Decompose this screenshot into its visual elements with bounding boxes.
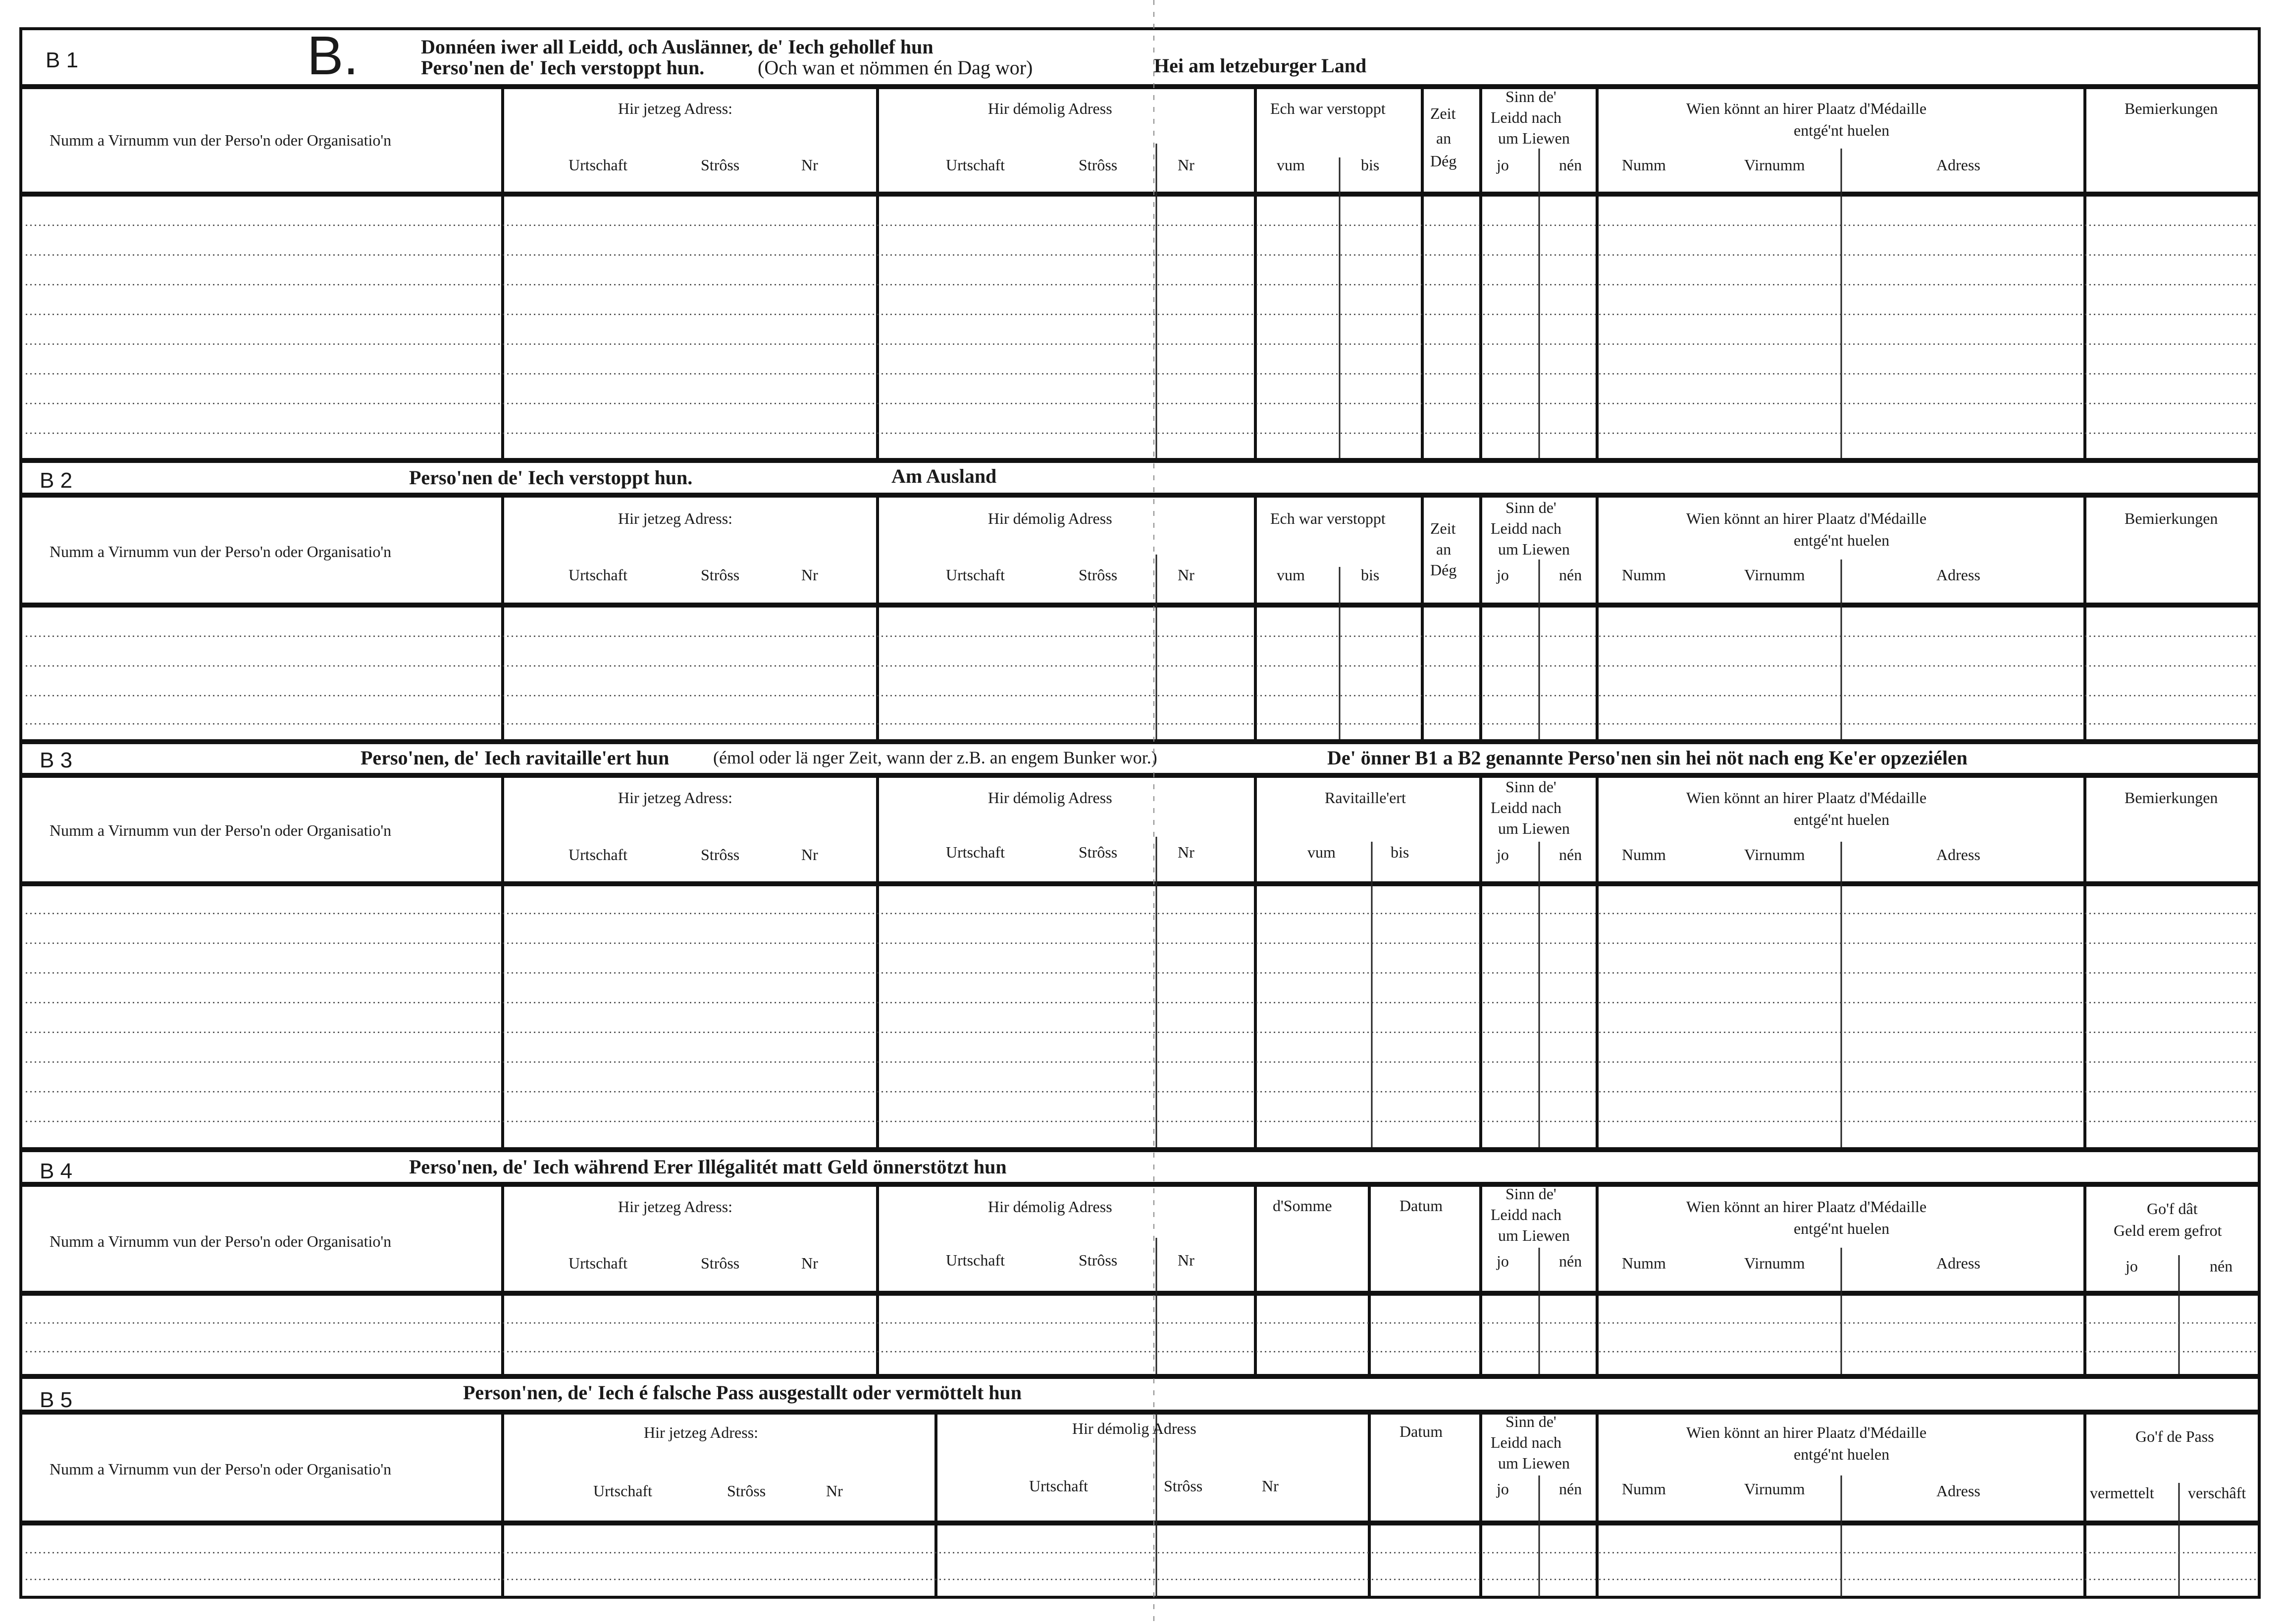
col-town: Urtschaft <box>569 566 628 584</box>
col-remarks: Bemierkungen <box>2125 100 2218 117</box>
col-days-3: Dég <box>1430 561 1457 579</box>
col-town-2: Urtschaft <box>946 843 1005 861</box>
col-days-3: Dég <box>1430 152 1457 170</box>
header-line-2-bold: Perso'nen de' Iech verstoppt hun. <box>421 56 705 79</box>
col-survived-1: Sinn de' <box>1505 1185 1556 1203</box>
col-hidden: Ech war verstoppt <box>1270 509 1386 527</box>
col-yes: jo <box>1497 846 1509 863</box>
col-nr-2: Nr <box>1262 1477 1279 1495</box>
col-no: nén <box>1559 156 1582 174</box>
col-money-yes: jo <box>2126 1257 2138 1275</box>
col-surname: Numm <box>1622 1254 1666 1272</box>
col-name: Numm a Virnumm vun der Perso'n oder Organisatio'n <box>50 1232 392 1250</box>
col-current-address: Hir jetzeg Adress: <box>644 1423 759 1441</box>
col-town-2: Urtschaft <box>946 1251 1005 1269</box>
col-remarks: Bemierkungen <box>2125 789 2218 807</box>
col-current-address: Hir jetzeg Adress: <box>618 100 733 117</box>
col-street: Strôss <box>701 846 740 863</box>
col-from: vum <box>1277 156 1305 174</box>
col-medal-1: Wien könnt an hirer Plaatz d'Médaille <box>1686 789 1927 807</box>
col-money-no: nén <box>2210 1257 2233 1275</box>
form-border <box>21 29 2259 1597</box>
section-b1 <box>21 25 2259 460</box>
section-title: Perso'nen, de' Iech ravitaille'ert hun <box>361 747 670 769</box>
section-code: B 3 <box>40 748 73 772</box>
col-medal-1: Wien könnt an hirer Plaatz d'Médaille <box>1686 509 1927 527</box>
b2-rows <box>26 636 2256 724</box>
col-nr-2: Nr <box>1178 156 1194 174</box>
col-nr-2: Nr <box>1178 843 1194 861</box>
col-former-address: Hir démolig Adress <box>988 509 1112 527</box>
col-street: Strôss <box>727 1482 766 1500</box>
col-town: Urtschaft <box>569 156 628 174</box>
section-title-plain: (émol oder lä nger Zeit, wann der z.B. an engem Bunker wor.) <box>713 748 1157 767</box>
col-arranged: vermettelt <box>2090 1484 2154 1502</box>
col-street: Strôss <box>701 566 740 584</box>
col-days-2: an <box>1436 129 1452 147</box>
col-supplied: Ravitaille'ert <box>1325 789 1406 807</box>
section-code: B 5 <box>40 1388 73 1412</box>
col-name: Numm a Virnumm vun der Perso'n oder Organisatio'n <box>50 1460 392 1478</box>
col-address: Adress <box>1936 1254 1980 1272</box>
col-street-2: Strôss <box>1079 566 1118 584</box>
col-medal-2: entgé'nt huelen <box>1794 1445 1890 1463</box>
col-survived-2: Leidd nach <box>1491 799 1562 816</box>
section-b3 <box>21 742 2259 1150</box>
col-firstname: Virnumm <box>1744 1254 1805 1272</box>
col-survived-1: Sinn de' <box>1505 778 1556 796</box>
col-days-2: an <box>1436 540 1452 558</box>
col-street-2: Strôss <box>1079 1251 1118 1269</box>
col-days-1: Zeit <box>1430 104 1456 122</box>
col-firstname: Virnumm <box>1744 566 1805 584</box>
col-surname: Numm <box>1622 846 1666 863</box>
section-title: Person'nen, de' Iech é falsche Pass ausgestallt oder vermöttelt hun <box>463 1381 1022 1404</box>
col-former-address: Hir démolig Adress <box>988 100 1112 117</box>
col-name: Numm a Virnumm vun der Perso'n oder Organisatio'n <box>50 821 392 839</box>
section-code: B 4 <box>40 1159 73 1183</box>
col-firstname: Virnumm <box>1744 846 1805 863</box>
col-town: Urtschaft <box>569 846 628 863</box>
col-medal-2: entgé'nt huelen <box>1794 811 1890 828</box>
col-nr: Nr <box>801 846 818 863</box>
col-current-address: Hir jetzeg Adress: <box>618 789 733 807</box>
b5-rows <box>26 1553 2256 1579</box>
col-surname: Numm <box>1622 566 1666 584</box>
col-medal-1: Wien könnt an hirer Plaatz d'Médaille <box>1686 1198 1927 1216</box>
col-no: nén <box>1559 846 1582 863</box>
col-nr: Nr <box>801 1254 818 1272</box>
section-b4 <box>21 1150 2259 1376</box>
col-nr: Nr <box>801 566 818 584</box>
col-hidden: Ech war verstoppt <box>1270 100 1386 117</box>
col-survived-2: Leidd nach <box>1491 1206 1562 1223</box>
col-no: nén <box>1559 1480 1582 1498</box>
col-medal-2: entgé'nt huelen <box>1794 121 1890 139</box>
col-yes: jo <box>1497 1480 1509 1498</box>
b1-rows <box>26 225 2256 433</box>
col-medal-2: entgé'nt huelen <box>1794 531 1890 549</box>
section-b2 <box>21 460 2259 742</box>
col-street: Strôss <box>701 156 740 174</box>
col-town-2: Urtschaft <box>1029 1477 1089 1495</box>
col-surname: Numm <box>1622 1480 1666 1498</box>
col-to: bis <box>1391 843 1409 861</box>
header-line-1: Donnéen iwer all Leidd, och Auslänner, de' Iech gehollef hun <box>421 36 934 58</box>
col-survived-3: um Liewen <box>1498 540 1570 558</box>
col-address: Adress <box>1936 156 1980 174</box>
col-nr: Nr <box>801 156 818 174</box>
col-days-1: Zeit <box>1430 519 1456 537</box>
col-surname: Numm <box>1622 156 1666 174</box>
col-survived-1: Sinn de' <box>1505 88 1556 105</box>
col-address: Adress <box>1936 566 1980 584</box>
section-letter: B. <box>307 25 359 86</box>
col-street: Strôss <box>701 1254 740 1272</box>
col-survived-1: Sinn de' <box>1505 1413 1556 1430</box>
col-town-2: Urtschaft <box>946 566 1005 584</box>
col-address: Adress <box>1936 846 1980 863</box>
col-from: vum <box>1277 566 1305 584</box>
section-code: B 2 <box>40 468 73 493</box>
col-survived-2: Leidd nach <box>1491 519 1562 537</box>
col-to: bis <box>1361 156 1380 174</box>
col-no: nén <box>1559 1252 1582 1270</box>
col-nr: Nr <box>826 1482 843 1500</box>
col-nr-2: Nr <box>1178 1251 1194 1269</box>
col-former-address: Hir démolig Adress <box>988 1198 1112 1216</box>
col-medal-1: Wien könnt an hirer Plaatz d'Médaille <box>1686 1423 1927 1441</box>
col-street-2: Strôss <box>1164 1477 1203 1495</box>
col-survived-2: Leidd nach <box>1491 1433 1562 1451</box>
b4-rows <box>26 1323 2256 1352</box>
b3-rows <box>26 914 2256 1121</box>
col-current-address: Hir jetzeg Adress: <box>618 509 733 527</box>
col-money-1: Go'f dât <box>2147 1200 2198 1218</box>
col-no: nén <box>1559 566 1582 584</box>
col-firstname: Virnumm <box>1744 1480 1805 1498</box>
col-medal-1: Wien könnt an hirer Plaatz d'Médaille <box>1686 100 1927 117</box>
col-pass: Go'f de Pass <box>2135 1427 2214 1445</box>
col-procured: verschâft <box>2188 1484 2246 1502</box>
col-town: Urtschaft <box>569 1254 628 1272</box>
col-survived-3: um Liewen <box>1498 129 1570 147</box>
section-b5 <box>21 1376 2259 1597</box>
col-yes: jo <box>1497 1252 1509 1270</box>
col-date: Datum <box>1400 1422 1443 1440</box>
col-address: Adress <box>1936 1482 1980 1500</box>
col-name: Numm a Virnumm vun der Perso'n oder Organisatio'n <box>50 131 392 149</box>
col-survived-2: Leidd nach <box>1491 108 1562 126</box>
section-title: Perso'nen, de' Iech während Erer Illégalitét matt Geld önnerstötzt hun <box>409 1156 1007 1178</box>
col-survived-3: um Liewen <box>1498 1454 1570 1472</box>
col-current-address: Hir jetzeg Adress: <box>618 1198 733 1216</box>
col-sum: d'Somme <box>1273 1197 1332 1215</box>
col-street-2: Strôss <box>1079 156 1118 174</box>
col-nr-2: Nr <box>1178 566 1194 584</box>
col-from: vum <box>1307 843 1336 861</box>
col-yes: jo <box>1497 566 1509 584</box>
col-former-address: Hir démolig Adress <box>988 789 1112 807</box>
header-line-2-plain: (Och wan et nömmen én Dag wor) <box>758 56 1033 79</box>
col-firstname: Virnumm <box>1744 156 1805 174</box>
col-medal-2: entgé'nt huelen <box>1794 1219 1890 1237</box>
col-street-2: Strôss <box>1079 843 1118 861</box>
col-remarks: Bemierkungen <box>2125 509 2218 527</box>
section-code: B 1 <box>46 48 79 72</box>
col-survived-1: Sinn de' <box>1505 499 1556 516</box>
header-line-2-tail: Hei am letzeburger Land <box>1154 54 1367 77</box>
col-name: Numm a Virnumm vun der Perso'n oder Organisatio'n <box>50 543 392 560</box>
col-money-2: Geld erem gefrot <box>2114 1221 2222 1239</box>
col-survived-3: um Liewen <box>1498 1226 1570 1244</box>
section-title-tail: De' önner B1 a B2 genannte Perso'nen sin hei nöt nach eng Ke'er opzeziélen <box>1327 747 1968 769</box>
col-date: Datum <box>1400 1197 1443 1215</box>
col-town: Urtschaft <box>593 1482 653 1500</box>
col-yes: jo <box>1497 156 1509 174</box>
section-title-tail: Am Ausland <box>891 465 997 487</box>
col-survived-3: um Liewen <box>1498 819 1570 837</box>
col-to: bis <box>1361 566 1380 584</box>
col-former-address: Hir démolig Adress <box>1072 1420 1196 1437</box>
col-town-2: Urtschaft <box>946 156 1005 174</box>
section-title: Perso'nen de' Iech verstoppt hun. <box>409 466 693 489</box>
